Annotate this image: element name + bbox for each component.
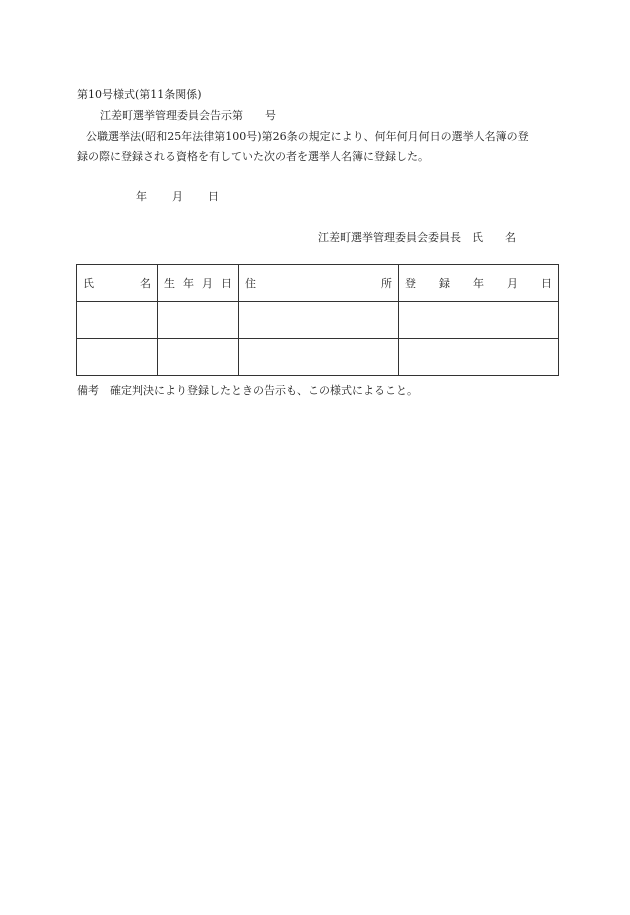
body-text-line-1: 公職選挙法(昭和25年法律第100号)第26条の規定により、何年何月何日の選挙人名簿の登 xyxy=(86,130,529,143)
header-name: 氏 名 xyxy=(77,265,158,302)
table-cell xyxy=(77,302,158,339)
header-address: 住 所 xyxy=(239,265,399,302)
date-line: 年 月 日 xyxy=(136,190,220,203)
table-cell xyxy=(77,339,158,376)
table-cell xyxy=(158,302,239,339)
form-title: 第10号様式(第11条関係) xyxy=(77,88,202,101)
table-row xyxy=(77,339,559,376)
registration-table xyxy=(76,264,559,376)
table-cell xyxy=(239,339,399,376)
remark-text: 備考 確定判決により登録したときの告示も、この様式によること。 xyxy=(77,384,418,397)
table-cell xyxy=(158,339,239,376)
notice-title: 江差町選挙管理委員会告示第 号 xyxy=(100,109,276,122)
table-cell xyxy=(239,302,399,339)
table-header-row xyxy=(77,265,559,302)
body-text-line-2: 録の際に登録される資格を有していた次の者を選挙人名簿に登録した。 xyxy=(77,150,429,163)
table-cell xyxy=(399,302,559,339)
table-cell xyxy=(399,339,559,376)
table-row xyxy=(77,302,559,339)
header-birthdate: 生 年 月 日 xyxy=(158,265,239,302)
chairman-signature-line: 江差町選挙管理委員会委員長 氏 名 xyxy=(318,231,516,244)
header-registration-date: 登 録 年 月 日 xyxy=(399,265,559,302)
